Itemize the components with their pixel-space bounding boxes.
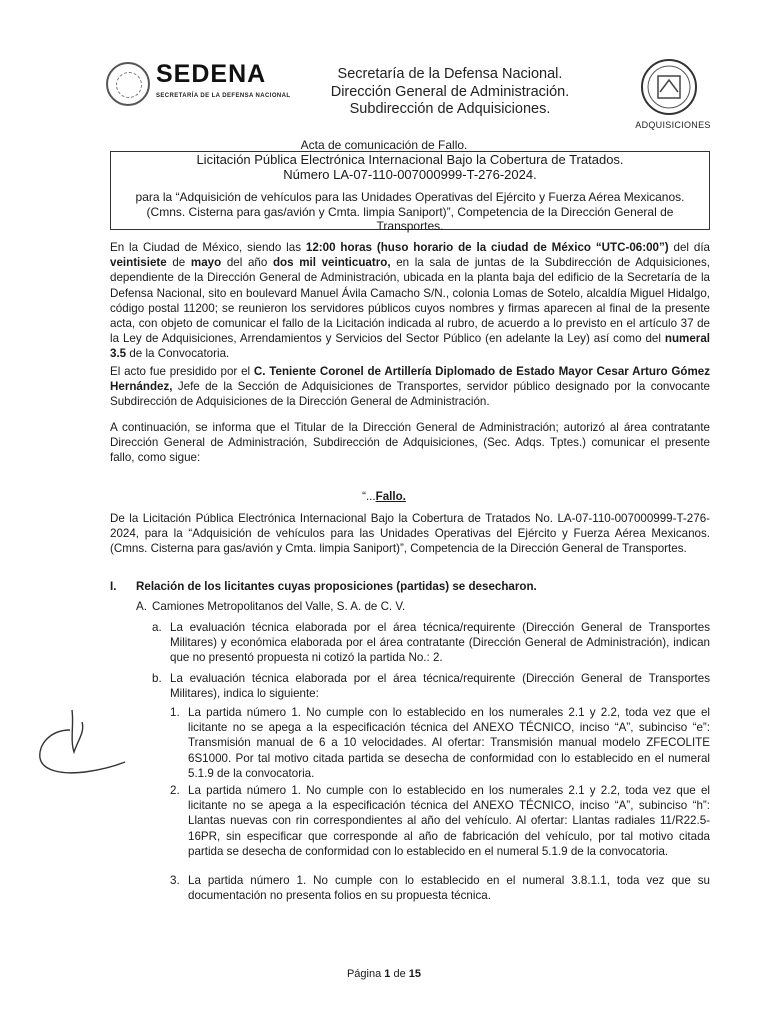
section-number: I.: [110, 580, 117, 593]
box-line-4: (Cmns. Cisterna para gas/avión y Cmta. limpia Saniport)”, Competencia de la Dirección General de: [146, 205, 674, 219]
paragraph-presidido: El acto fue presidido por el C. Teniente Coronel de Artillería Diplomado de Estado Mayor Cesar Arturo Gómez Hernández, Jefe de la Sección de Adquisiciones de Transportes, servidor público designado por la convocante Subdirección de Adquisiciones de la Dirección General de Administración.: [110, 365, 711, 409]
item-a-text: La evaluación técnica elaborada por el área técnica/requirente (Dirección General de Transportes Militares) y económica elaborada por el área contratante (Dirección General de Administración), indican que no presentó propuesta ni cotizó la partida No.: 2.: [170, 621, 710, 665]
sedena-logo-subtitle: SECRETARÍA DE LA DEFENSA NACIONAL: [156, 93, 291, 99]
licitante-label: A.: [136, 600, 147, 613]
item-b-label: b.: [152, 672, 162, 685]
box-line-2: Número LA-07-110-007000999-T-276-2024.: [283, 167, 537, 182]
licitante-name: Camiones Metropolitanos del Valle, S. A. de C. V.: [152, 600, 406, 613]
subitem-1-text: La partida número 1. No cumple con lo establecido en los numerales 2.1 y 2.2, toda vez que el licitante no se apega a la especificación técnica del ANEXO TÉCNICO, inciso “A”, subinciso “e”: Transmisión manual de 6 a 10 velocidades. Al ofertar: Transmisión manual modelo ZFECOLITE 6S1000. Por tal motivo citada partida se desecha de conformidad con lo establecido en el numeral 5.1.9 de la convocatoria.: [188, 706, 710, 780]
box-line-1: Licitación Pública Electrónica Internacional Bajo la Cobertura de Tratados.: [196, 152, 624, 167]
paragraph-fallo: De la Licitación Pública Electrónica Internacional Bajo la Cobertura de Tratados No. LA-07-110-007000999-T-276-2024, para la “Adquisición de vehículos para las Unidades Operativas del Ejército y Fuerza Aérea Mexicanos. (Cmns. Cisterna para gas/avión y Cmta. limpia Saniport)”, Competencia de la Dirección General de Transportes.: [110, 512, 710, 556]
item-b-text: La evaluación técnica elaborada por el área técnica/requirente (Dirección General de Transportes Militares), indica lo siguiente:: [170, 672, 710, 701]
handwritten-initials-signature: [30, 700, 130, 790]
header-line-3: Subdirección de Adquisiciones.: [349, 101, 551, 117]
acta-title: Acta de comunicación de Fallo.: [300, 138, 468, 152]
subitem-3-label: 3.: [170, 874, 180, 887]
item-a-label: a.: [152, 621, 162, 634]
subitem-2-text: La partida número 1. No cumple con lo establecido en los numerales 2.1 y 2.2, toda vez que el licitante no se apega a la especificación técnica del ANEXO TÉCNICO, inciso “A”, subinciso “h”: Llantas nuevas con rin correspondientes al año del vehículo. Al ofertar: Llantas radiales 11/R22.5-16PR, sin especificar que corresponde al año de fabricación del vehículo, por tal motivo citada partida se desecha de conformidad con lo establecido en el numeral 5.1.9 de la convocatoria.: [188, 784, 710, 858]
sedena-logo-text: SEDENA: [156, 60, 267, 88]
page-number: Página 1 de 15: [346, 968, 422, 980]
paragraph-autorizacion: A continuación, se informa que el Titular de la Dirección General de Administración; autorizó al área contratante Dirección General de Administración, Subdirección de Adquisiciones, (Sec. Adqs. Tptes.) comunicar el presente fallo, como sigue:: [110, 421, 710, 465]
paragraph-opening: En la Ciudad de México, siendo las 12:00 horas (huso horario de la ciudad de México “UTC-06:00”) del día veintisiete de mayo del año dos mil veinticuatro, en la sala de juntas de la Subdirección de Adquisiciones, dependiente de la Dirección General de Administración, ubicada en la planta baja del edificio de la Secretaría de la Defensa Nacional, sito en boulevard Manuel Ávila Camacho S/N., colonia Lomas de Sotelo, alcaldía Miguel Hidalgo, código postal 11200; se reunieron los servidores públicos cuyos nombres y firmas aparecen al final de la presente acta, con objeto de comunicar el fallo de la Licitación indicada al rubro, de acuerdo a lo previsto en el artículo 37 de la Ley de Adquisiciones, Arrendamientos y Servicios del Sector Público (en adelante la Ley) así como del numeral 3.5 de la Convocatoria.: [110, 241, 710, 361]
subitem-1-label: 1.: [170, 706, 180, 719]
subitem-3-text: La partida número 1. No cumple con lo establecido en el numeral 3.8.1.1, toda vez que su documentación no presenta folios en su propuesta técnica.: [188, 874, 710, 903]
section-title: Relación de los licitantes cuyas proposiciones (partidas) se desecharon.: [136, 580, 537, 593]
adquisiciones-label: ADQUISICIONES: [635, 120, 711, 130]
adquisiciones-emblem-icon: [638, 56, 700, 118]
fallo-heading: “...Fallo.: [362, 490, 406, 503]
box-line-3: para la “Adquisición de vehículos para las Unidades Operativas del Ejército y Fuerza Aérea Mexicanos.: [135, 190, 685, 204]
sedena-seal-icon: [106, 62, 150, 106]
box-line-5: Transportes.: [376, 219, 444, 233]
header-line-1: Secretaría de la Defensa Nacional.: [337, 66, 563, 82]
subitem-2-label: 2.: [170, 784, 180, 797]
header-line-2: Dirección General de Administración.: [330, 84, 570, 100]
